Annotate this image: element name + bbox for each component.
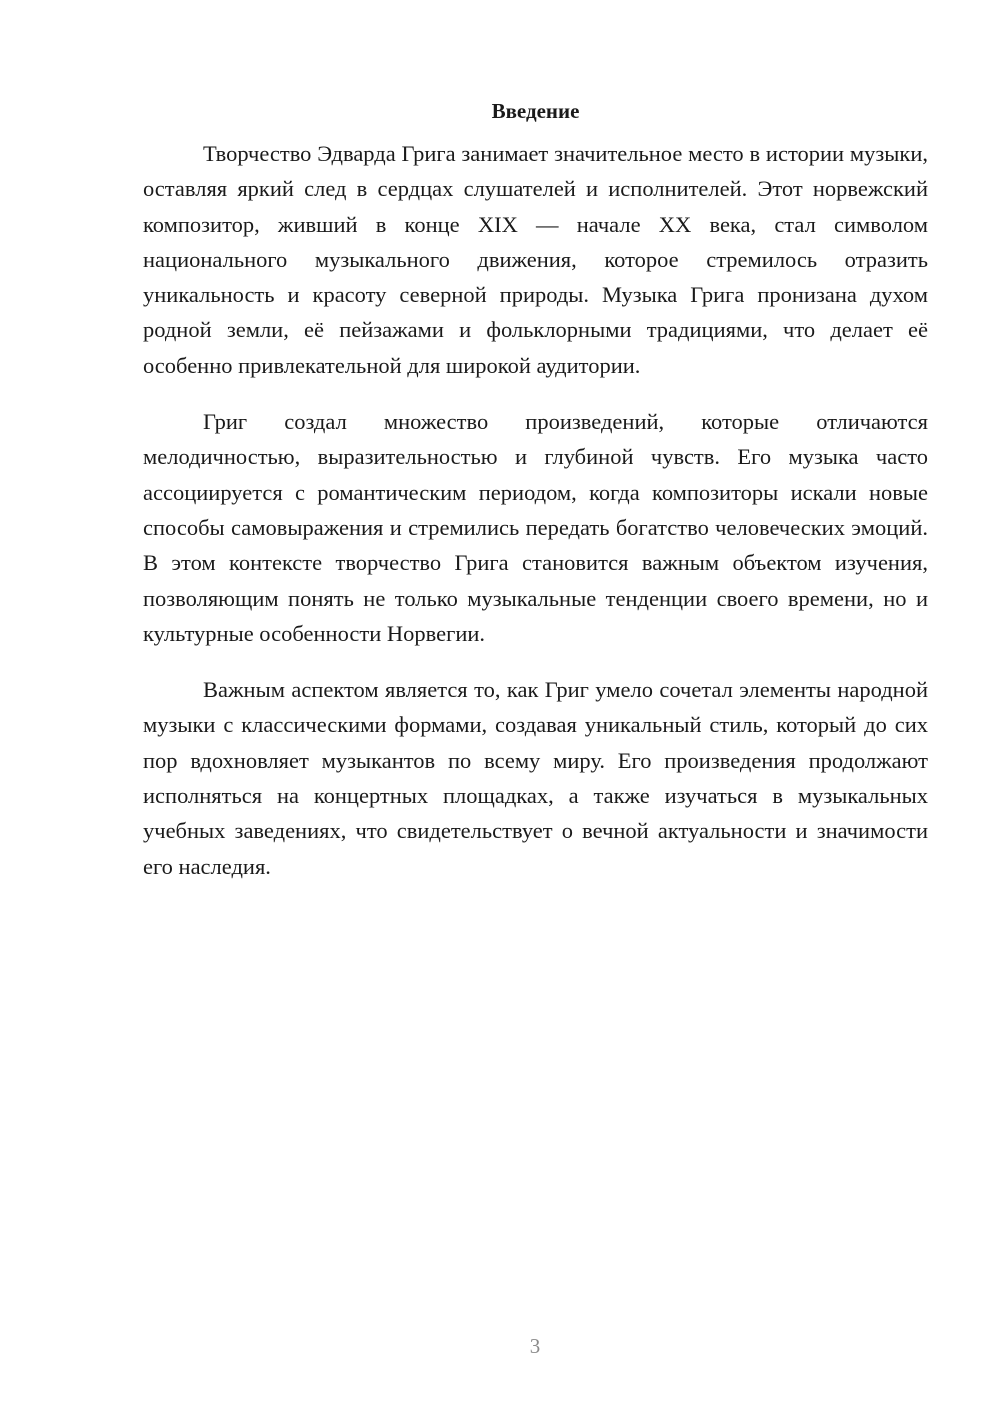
paragraph-3: Важным аспектом является то, как Григ умело сочетал элементы народной музыки с классическими формами, создавая уникальный стиль, который до сих пор вдохновляет музыкантов по всему миру. Его произведения продолжают исполняться на концертных площадках, а также изучаться в музыкальных учебных заведениях, что свидетельствует о вечной актуальности и значимости его наследия. bbox=[143, 677, 928, 879]
paragraph-1: Творчество Эдварда Грига занимает значительное место в истории музыки, оставляя яркий след в сердцах слушателей и исполнителей. Этот норвежский композитор, живший в конце XIX — начале XX века, стал символом национального музыкального движения, которое стремилось отразить уникальность и красоту северной природы. Музыка Грига пронизана духом родной земли, её пейзажами и фольклорными традициями, что делает её особенно привлекательной для широкой аудитории. bbox=[143, 141, 928, 378]
document-body bbox=[143, 96, 928, 905]
paragraph-2: Григ создал множество произведений, которые отличаются мелодичностью, выразительностью и глубиной чувств. Его музыка часто ассоциируется с романтическим периодом, когда композиторы искали новые способы самовыражения и стремились передать богатство человеческих эмоций. В этом контексте творчество Грига становится важным объектом изучения, позволяющим понять не только музыкальные тенденции своего времени, но и культурные особенности Норвегии. bbox=[143, 409, 928, 646]
section-title: Введение bbox=[491, 99, 580, 123]
page-number: 3 bbox=[529, 1334, 541, 1358]
